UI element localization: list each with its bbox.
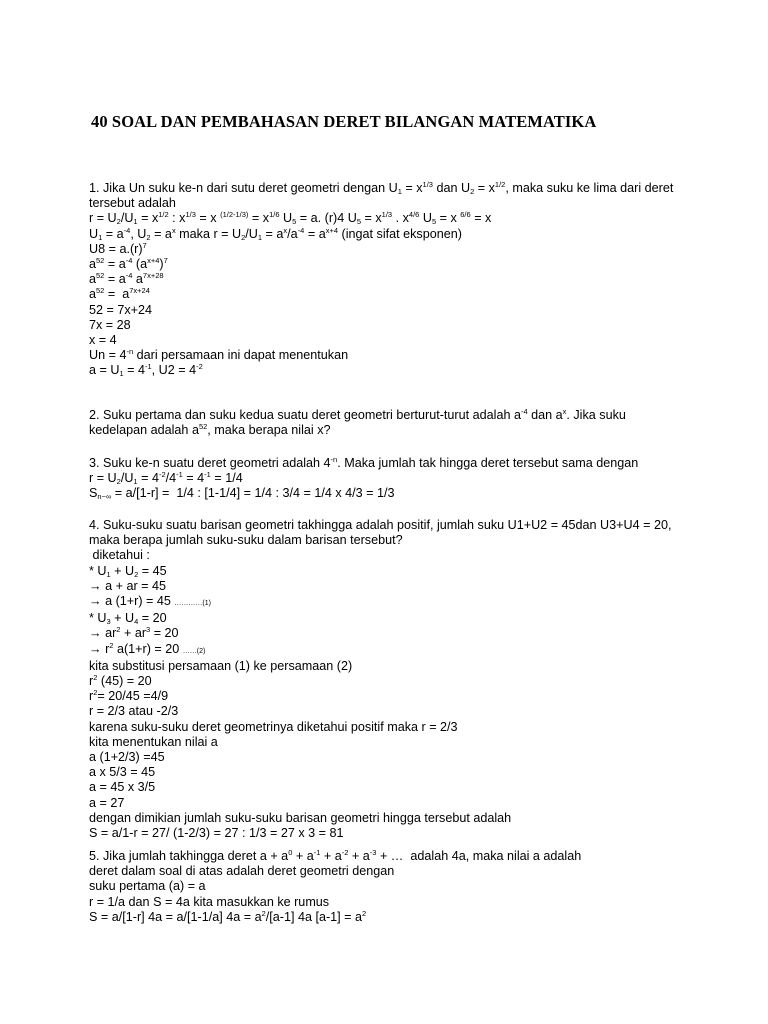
problem-1-line: $a = U_1 = 4^{-1}$, $U2 = 4^{-2}$ xyxy=(89,362,203,379)
problem-4-line: a = 27 xyxy=(89,795,125,810)
problem-4-line: maka berapa jumlah suku-suku dalam barisan tersebut? xyxy=(89,533,403,548)
problem-4-line: karena suku-suku deret geometrinya diketahui positif maka r = 2/3 xyxy=(89,719,458,734)
problem-4-line: S = a/1-r = 27/ (1-2/3) = 27 : 1/3 = 27 x 3 = 81 xyxy=(89,826,344,841)
problem-5-line: 5. Jika jumlah takhingga deret $a + a^0 + a^{-1} + a^{-2} + a^{-3}$ + … adalah 4a, maka nilai a adalah xyxy=(89,848,582,863)
problem-4-line: r = 2/3 atau -2/3 xyxy=(89,704,179,719)
document-title: 40 SOAL DAN PEMBAHASAN DERET BILANGAN MATEMATIKA xyxy=(91,112,597,131)
problem-3-line: $S_{n\sim\infty} = a/[1-r] = 1/4$ : [1-1/4] = 1/4 : 3/4 = 1/4 x 4/3 = 1/3 xyxy=(89,486,395,502)
problem-5-line: suku pertama (a) = a xyxy=(89,879,206,894)
problem-2-line: 2. Suku pertama dan suku kedua suatu deret geometri berturut-turut adalah $a^{-4}$ dan $a^x$. Jika suku xyxy=(89,407,626,422)
problem-1 xyxy=(89,181,689,379)
problem-2-line: kedelapan adalah $a^{52}$, maka berapa nilai x? xyxy=(89,422,331,438)
problem-4-line: → $r^2$ a(1+r) = 20 ……(2) xyxy=(89,640,206,656)
problem-4-line: diketahui : xyxy=(89,548,150,563)
problem-1-line: x = 4 xyxy=(89,333,117,348)
problem-4-line: → $ar^2 + ar^3 = 20$ xyxy=(89,625,179,641)
problem-1-line: $Un = 4^{-n}$ dari persamaan ini dapat menentukan xyxy=(89,347,349,363)
problem-1-line: 7x = 28 xyxy=(89,317,131,332)
problem-4-line: * $U_3 + U_4 = 20$ xyxy=(89,611,167,627)
problem-1-line: 1. Jika Un suku ke-n dari sutu deret geometri dengan $U_1 = x^{1/3}$ dan $U_2 = x^{1/2}$, maka suku ke lima dari deret xyxy=(89,180,674,196)
problem-1-line: $a^{52} = a^{7x+24}$ xyxy=(89,286,150,302)
problem-4 xyxy=(89,518,689,841)
problem-4-line: dengan dimikian jumlah suku-suku barisan geometri hingga tersebut adalah xyxy=(89,810,512,825)
problem-3 xyxy=(89,456,689,502)
problem-5-line: r = 1/a dan S = 4a kita masukkan ke rumus xyxy=(89,894,330,909)
problem-5-line: S = a/[1-r] 4a = a/[1-1/a] $4a = a^2/[a-1]$ 4a $[a-1] = a^2$ xyxy=(89,908,367,924)
problem-4-line: 4. Suku-suku suatu barisan geometri takhingga adalah positif, jumlah suku U1+U2 = 45dan U3+U4 = 20, xyxy=(89,518,672,532)
problem-1-line: $a^{52} = a^{-4}$ $a^{7x+28}$ xyxy=(89,271,164,287)
problem-2 xyxy=(89,408,689,438)
problem-4-line: a (1+2/3) =45 xyxy=(89,750,165,765)
problem-4-line: kita menentukan nilai a xyxy=(89,734,218,749)
problem-5 xyxy=(89,849,689,925)
problem-1-line: tersebut adalah xyxy=(89,196,176,211)
problem-4-line: a = 45 x 3/5 xyxy=(89,780,156,795)
problem-4-line: → a + ar = 45 xyxy=(89,578,167,593)
problem-1-line: $U8 = a.(r)^7$ xyxy=(89,240,147,256)
problem-3-line: 3. Suku ke-n suatu deret geometri adalah $4^{-n}$. Maka jumlah tak hingga deret tersebut sama dengan xyxy=(89,455,639,470)
problem-1-line: $a^{52} = a^{-4}$ $(a^{x+4})^7$ xyxy=(89,256,168,272)
problem-3-line: $r = U_2/U_1 = 4^{-2}/4^{-1} = 4^{-1} = 1/4$ xyxy=(89,470,243,487)
problem-4-line: * $U_1 + U_2 = 45$ xyxy=(89,563,167,579)
problem-1-line: $r = U_2/U_1 = x^{1/2}$ : $x^{1/3} = x$ $^{(1/2-1/3)} = x^{1/6}$ $U_5 = a$. (r)4 $U_5 = x^{1/3}$ . $x^{4/6}$ $U_5 = x$ $^{6/6}$ = x xyxy=(89,210,492,227)
problem-4-line: a x 5/3 = 45 xyxy=(89,765,156,780)
problem-4-line: kita substitusi persamaan (1) ke persamaan (2) xyxy=(89,658,353,673)
problem-4-line: $r^2$ (45) = 20 xyxy=(89,673,152,689)
problem-5-line: deret dalam soal di atas adalah deret geometri dengan xyxy=(89,864,395,879)
problem-1-line: $U_1 = a^{-4}$, $U_2 = a^x$ maka $r = U_2/U_1 = a^x/a^{-4} = a^{x+4}$ (ingat sifat eksponen) xyxy=(89,225,462,242)
problem-4-line: → a (1+r) = 45 …………(1) xyxy=(89,594,211,609)
problem-1-line: 52 = 7x+24 xyxy=(89,302,153,317)
problem-4-line: $r^2= 20/45 =4/9$ xyxy=(89,688,169,704)
